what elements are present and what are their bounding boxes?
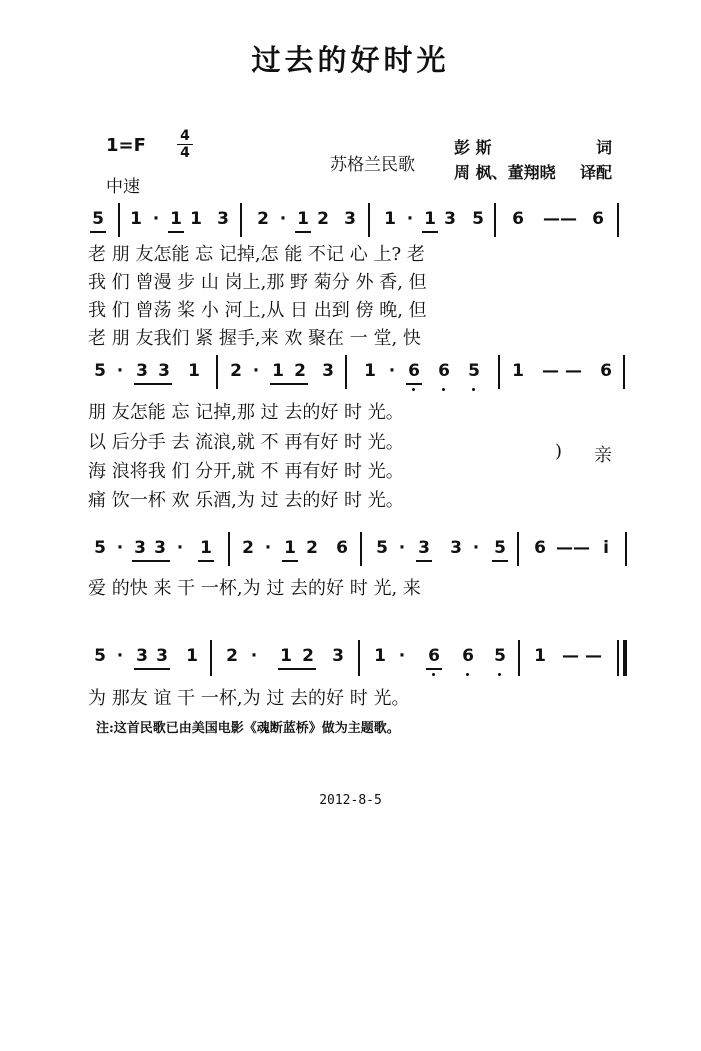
song-origin: 苏格兰民歌 [330,155,415,175]
note: 5 [494,538,506,558]
note: 1 [364,361,376,381]
note: 1 [170,209,182,229]
note: 5 [94,538,106,558]
note: · [152,209,160,229]
note: 3 [154,538,166,558]
note: 5 [376,538,388,558]
footnote: 注:这首民歌已由美国电影《魂断蓝桥》做为主题歌。 [96,721,400,736]
note: · [116,538,124,558]
note: 1 [200,538,212,558]
arrangers-role: 译配 [580,163,613,182]
note: 3 [156,646,168,666]
note: · [250,646,258,666]
note: 5 [94,361,106,381]
note: 3 [418,538,430,558]
note: 1 [280,646,292,666]
note: 6 [438,361,450,381]
note: 1 [512,361,524,381]
arrangers-name: 周 枫、董翔晓 [454,163,556,182]
tempo-marking: 中速 [106,177,140,197]
note: —— [556,538,590,558]
note: 2 [226,646,238,666]
note: 6 [336,538,348,558]
note: 1 [297,209,309,229]
note: — — [542,361,582,381]
note: · [116,646,124,666]
note: 1 [534,646,546,666]
note: · [388,361,396,381]
note: 3 [322,361,334,381]
note: 5 [472,209,484,229]
note: 2 [257,209,269,229]
lyric-line: 老 朋 友我们 紧 握手,来 欢 聚在 一 堂, 快 [88,328,421,349]
time-sig-numerator: 4 [177,128,193,145]
lyric-line: 爱 的快 来 干 一杯,为 过 去的好 时 光, 来 [88,578,421,599]
lyric-line: 为 那友 谊 干 一杯,为 过 去的好 时 光。 [88,688,410,709]
note: 6 [600,361,612,381]
note: 3 [344,209,356,229]
note: 3 [450,538,462,558]
note: 1 [384,209,396,229]
note: 2 [242,538,254,558]
lyric-line: 以 后分手 去 流浪,就 不 再有好 时 光。 [88,432,404,453]
notation-system-2 [90,355,630,389]
note: · [116,361,124,381]
note: 1 [188,361,200,381]
note: 1 [130,209,142,229]
note: 6 [512,209,524,229]
notation-system-3 [90,532,630,566]
note: 5 [468,361,480,381]
note: 1 [284,538,296,558]
note: 3 [136,361,148,381]
note: 1 [186,646,198,666]
note: 1 [374,646,386,666]
lyric-line: 海 浪将我 们 分开,就 不 再有好 时 光。 [88,461,404,482]
lyricist-name: 彭 斯 [454,138,492,157]
note: 2 [294,361,306,381]
note: · [398,538,406,558]
lyricist-role: 词 [596,138,613,157]
note: 3 [134,538,146,558]
note: · [264,538,272,558]
note: 2 [306,538,318,558]
note: 5 [494,646,506,666]
side-lyric: 亲 [594,445,612,466]
lyric-line: 我 们 曾漫 步 山 岗上,那 野 菊分 外 香, 但 [88,272,427,293]
note: 2 [302,646,314,666]
note: 6 [408,361,420,381]
note: · [398,646,406,666]
page-title: 过去的好时光 [251,43,450,77]
note: 3 [217,209,229,229]
note: 6 [592,209,604,229]
note: 6 [462,646,474,666]
time-sig-denominator: 4 [180,145,190,161]
note: · [279,209,287,229]
note: · [252,361,260,381]
note: 5 [94,646,106,666]
note: 2 [317,209,329,229]
lyric-line: 朋 友怎能 忘 记掉,那 过 去的好 时 光。 [88,402,404,423]
note: 1 [424,209,436,229]
lyric-line: 我 们 曾荡 桨 小 河上,从 日 出到 傍 晚, 但 [88,300,427,321]
lyric-line: 痛 饮一杯 欢 乐酒,为 过 去的好 时 光。 [88,490,404,511]
note: 3 [444,209,456,229]
time-signature [177,128,193,161]
note: 1 [190,209,202,229]
note: · [472,538,480,558]
note: 3 [158,361,170,381]
note: · [176,538,184,558]
lyric-line: 老 朋 友怎能 忘 记掉,怎 能 不记 心 上? 老 [88,244,425,265]
notation-system-4 [90,640,630,676]
note: — — [562,646,602,666]
note: 2 [230,361,242,381]
date-stamp: 2012-8-5 [319,793,382,808]
right-bracket: ) [555,441,563,462]
note: 1 [272,361,284,381]
note: —— [543,209,577,229]
note: 5 [92,209,104,229]
note: 6 [534,538,546,558]
note: · [406,209,414,229]
note: 3 [332,646,344,666]
notation-system-1 [90,203,630,237]
key-signature: 1=F [106,135,146,156]
note: i [603,538,609,558]
note: 6 [428,646,440,666]
note: 3 [136,646,148,666]
